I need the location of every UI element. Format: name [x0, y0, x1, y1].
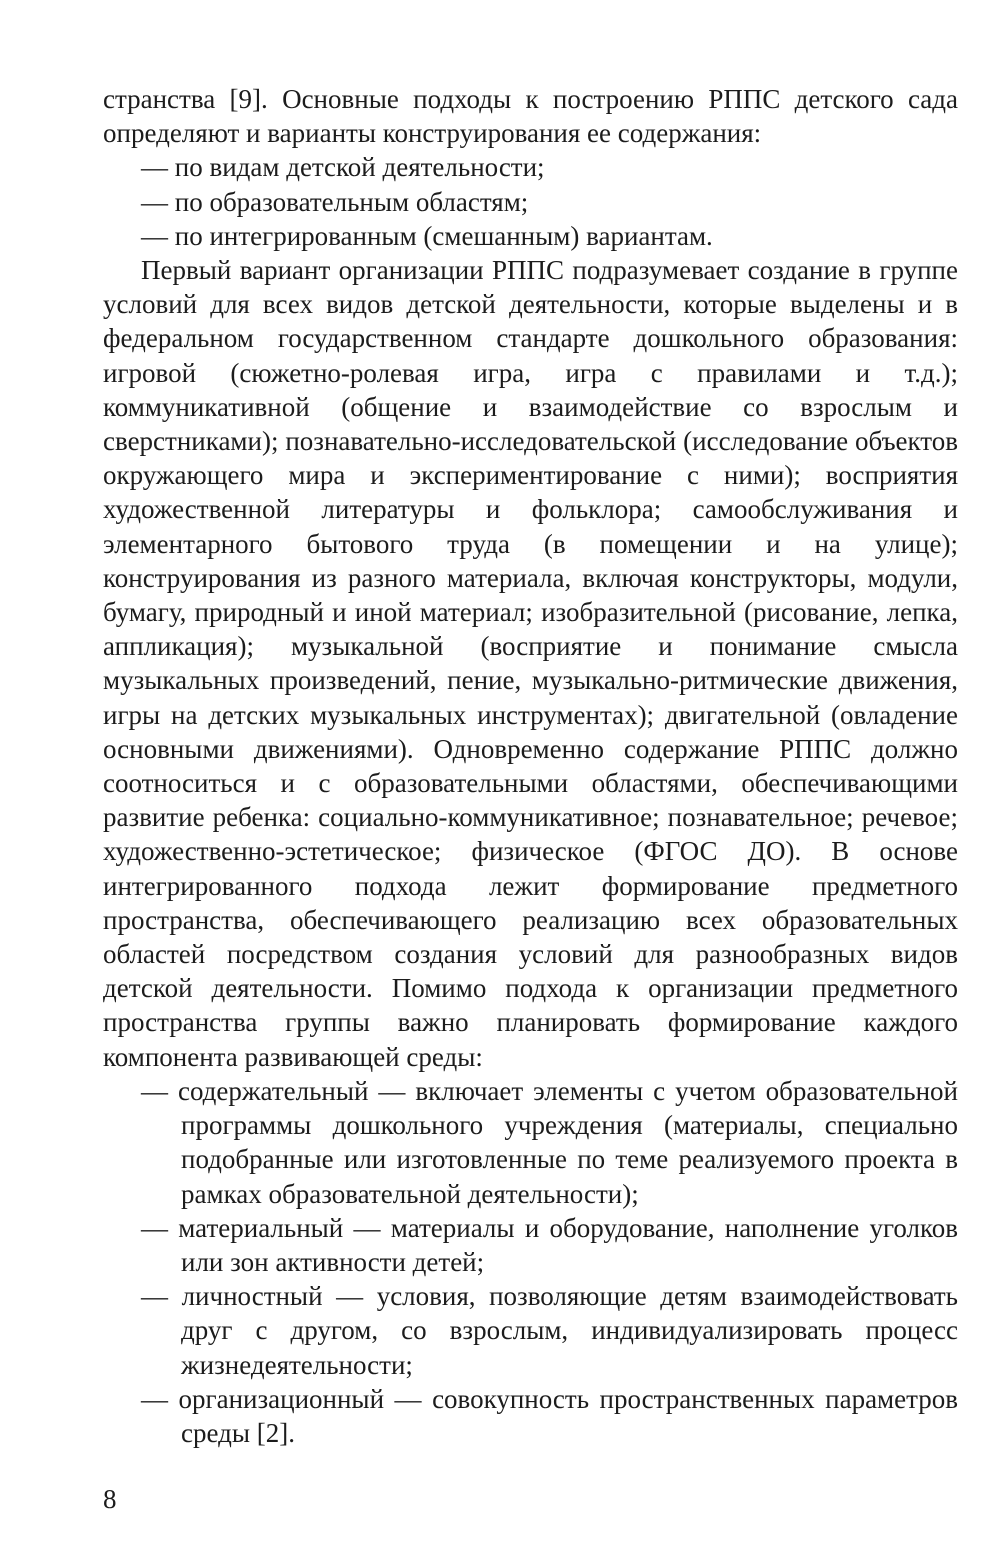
component-item: — организационный — совокупность пространственных параметров среды [2]. — [141, 1383, 958, 1448]
variant-item: — по видам детской деятельности; — [141, 152, 545, 183]
component-item: — материальный — материалы и оборудование, наполнение уголков или зон активности детей; — [141, 1212, 958, 1277]
body-text — [103, 82, 958, 1450]
page-number: 8 — [103, 1484, 117, 1514]
variants-list — [103, 150, 958, 253]
component-item: — содержательный — включает элементы с учетом образовательной программы дошкольного учреждения (материалы, специально подобранные или изготовленные по теме реализуемого проекта в рамках образовательной деятельности); — [141, 1075, 958, 1209]
variant-item: — по образовательным областям; — [141, 186, 529, 217]
components-list — [103, 1074, 958, 1450]
main-paragraph: Первый вариант организации РППС подразумевает создание в группе условий для всех видов детской деятельности, которые выделены и в федеральном государственном стандарте дошкольного образования: игровой (сюжетно-ролевая игра, игра с правилами и т.д.); коммуникативной (общение и взаимодействие со взрослым и сверстниками); познавательно-исследовательской (исследование объектов окружающего мира и экспериментирование с ними); восприятия художественной литературы и фольклора; самообслуживания и элементарного бытового труда (в помещении и на улице); конструирования из разного материала, включая конструкторы, модули, бумагу, природный и иной материал; изобразительной (рисование, лепка, аппликация); музыкальной (восприятие и понимание смысла музыкальных произведений, пение, музыкально-ритмические движения, игры на детских музыкальных инструментах); двигательной (овладение основными движениями). Одновременно содержание РППС должно соотноситься и с образовательными областями, обеспечивающими развитие ребенка: социально-коммуникативное; познавательное; речевое; художественно-эстетическое; физическое (ФГОС ДО). В основе интегрированного подхода лежит формирование предметного пространства, обеспечивающего реализацию всех образовательных областей посредством создания условий для разнообразных видов детской деятельности. Помимо подхода к организации предметного пространства группы важно планировать формирование каждого компонента развивающей среды: — [103, 255, 958, 1072]
component-item: — личностный — условия, позволяющие детям взаимодействовать друг с другом, со взрослым, индивидуализировать процесс жизнедеятельности; — [141, 1281, 958, 1380]
intro-paragraph: странства [9]. Основные подходы к построению РППС детского сада определяют и варианты конструирования ее содержания: — [103, 84, 958, 149]
variant-item: — по интегрированным (смешанным) вариантам. — [141, 220, 713, 251]
